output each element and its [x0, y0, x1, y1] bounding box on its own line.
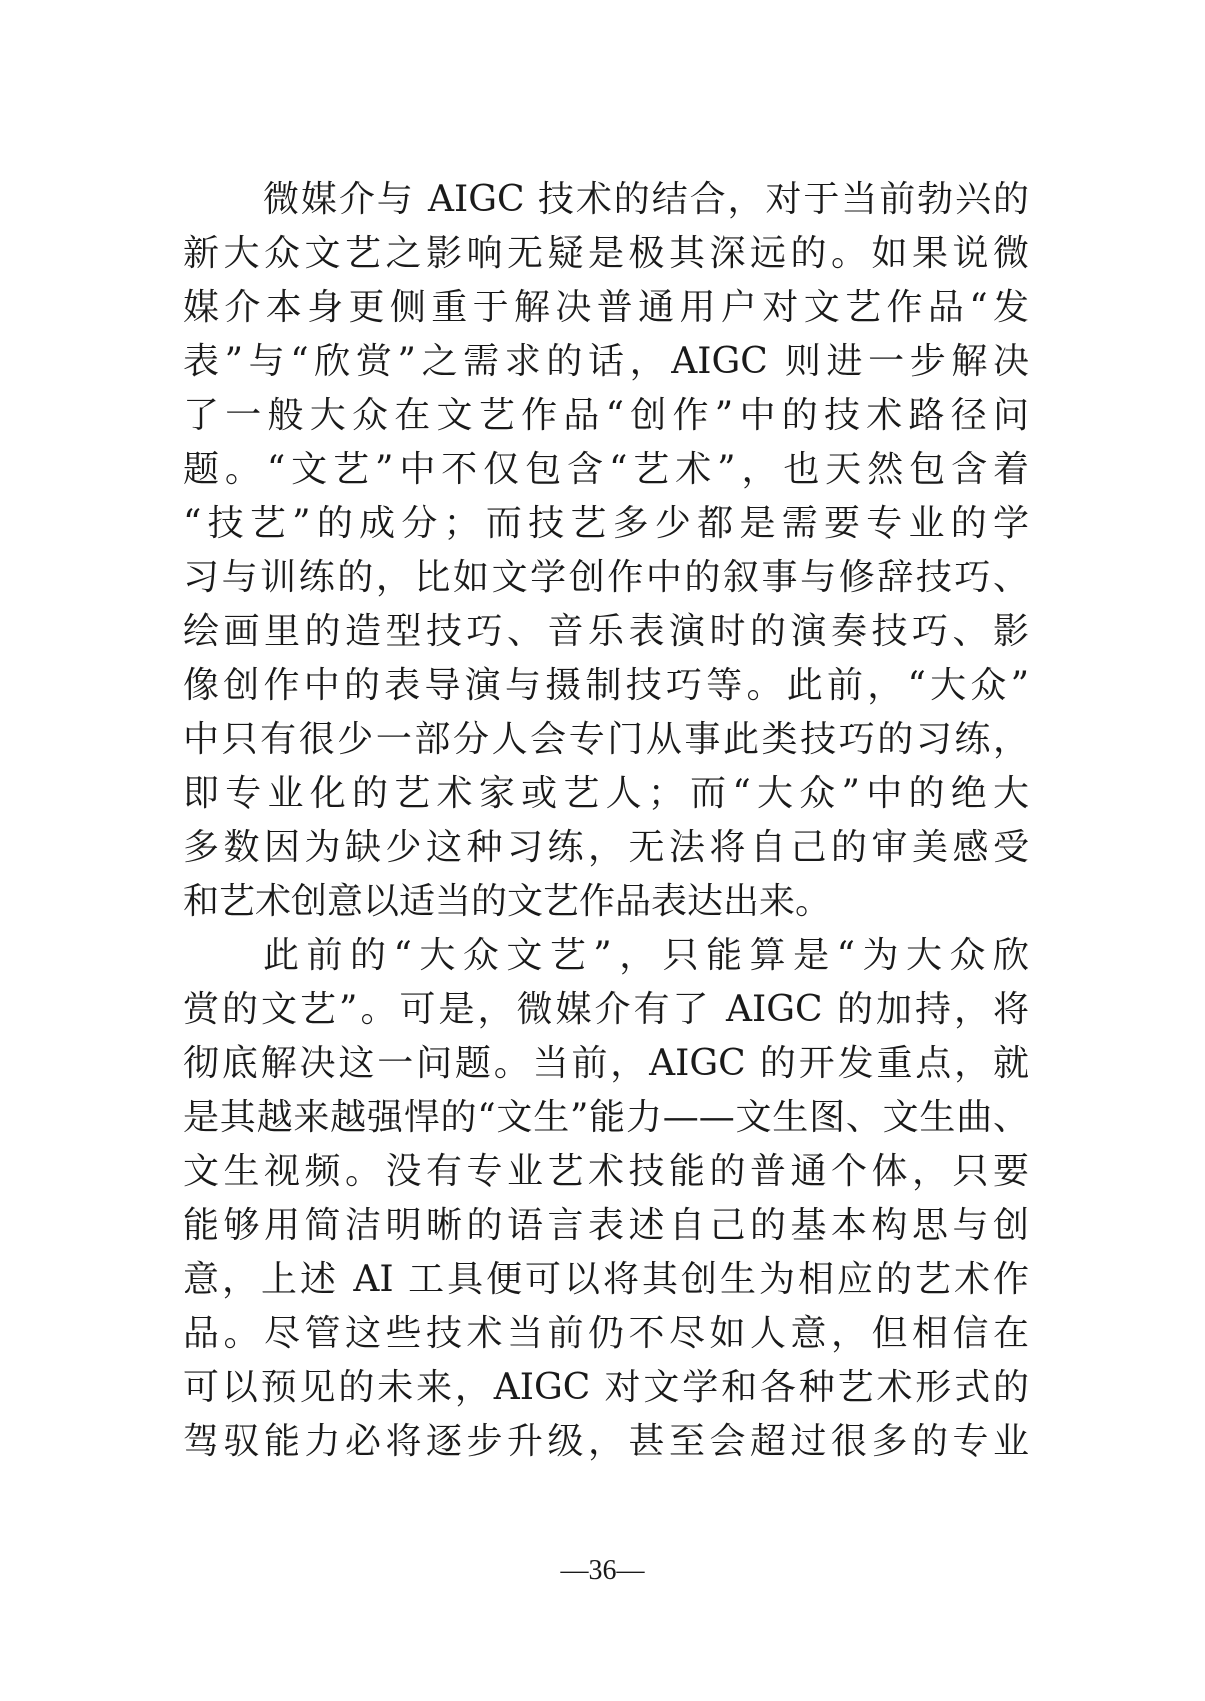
paragraph-2 [183, 929, 1029, 1469]
text-line: 即专业化的艺术家或艺人；而“大众”中的绝大 [183, 773, 1029, 814]
text-line: “技艺”的成分；而技艺多少都是需要专业的学 [183, 503, 1029, 544]
text-line: 能够用简洁明晰的语言表述自己的基本构思与创 [183, 1205, 1029, 1246]
text-line: 品。尽管这些技术当前仍不尽如人意，但相信在 [183, 1313, 1029, 1354]
body-text [183, 173, 1029, 1469]
text-line: 新大众文艺之影响无疑是极其深远的。如果说微 [183, 233, 1029, 274]
text-line: 文生视频。没有专业艺术技能的普通个体，只要 [183, 1151, 1029, 1192]
text-line: 绘画里的造型技巧、音乐表演时的演奏技巧、影 [183, 611, 1029, 652]
text-line: 表”与“欣赏”之需求的话，AIGC 则进一步解决 [183, 341, 1029, 382]
text-line: 和艺术创意以适当的文艺作品表达出来。 [183, 881, 832, 922]
text-line: 可以预见的未来，AIGC 对文学和各种艺术形式的 [183, 1367, 1029, 1408]
text-line: 是其越来越强悍的“文生”能力——文生图、文生曲、 [183, 1097, 1029, 1138]
text-line: 驾驭能力必将逐步升级，甚至会超过很多的专业 [183, 1421, 1029, 1462]
paragraph-1 [183, 173, 1029, 929]
text-line: 中只有很少一部分人会专门从事此类技巧的习练， [183, 719, 1029, 760]
text-line: 彻底解决这一问题。当前，AIGC 的开发重点，就 [183, 1043, 1029, 1084]
text-line: 多数因为缺少这种习练，无法将自己的审美感受 [183, 827, 1029, 868]
text-line: 赏的文艺”。可是，微媒介有了 AIGC 的加持，将 [183, 989, 1029, 1030]
text-line: 习与训练的，比如文学创作中的叙事与修辞技巧、 [183, 557, 1029, 598]
page-number: —36— [560, 1555, 645, 1586]
text-line: 像创作中的表导演与摄制技巧等。此前，“大众” [183, 665, 1029, 706]
text-line: 题。“文艺”中不仅包含“艺术”，也天然包含着 [183, 449, 1029, 490]
text-line: 意，上述 AI 工具便可以将其创生为相应的艺术作 [183, 1259, 1029, 1300]
text-line: 此前的“大众文艺”，只能算是“为大众欣 [263, 935, 1029, 976]
text-line: 了一般大众在文艺作品“创作”中的技术路径问 [183, 395, 1029, 436]
text-line: 微媒介与 AIGC 技术的结合，对于当前勃兴的 [263, 179, 1029, 220]
text-line: 媒介本身更侧重于解决普通用户对文艺作品“发 [183, 287, 1029, 328]
